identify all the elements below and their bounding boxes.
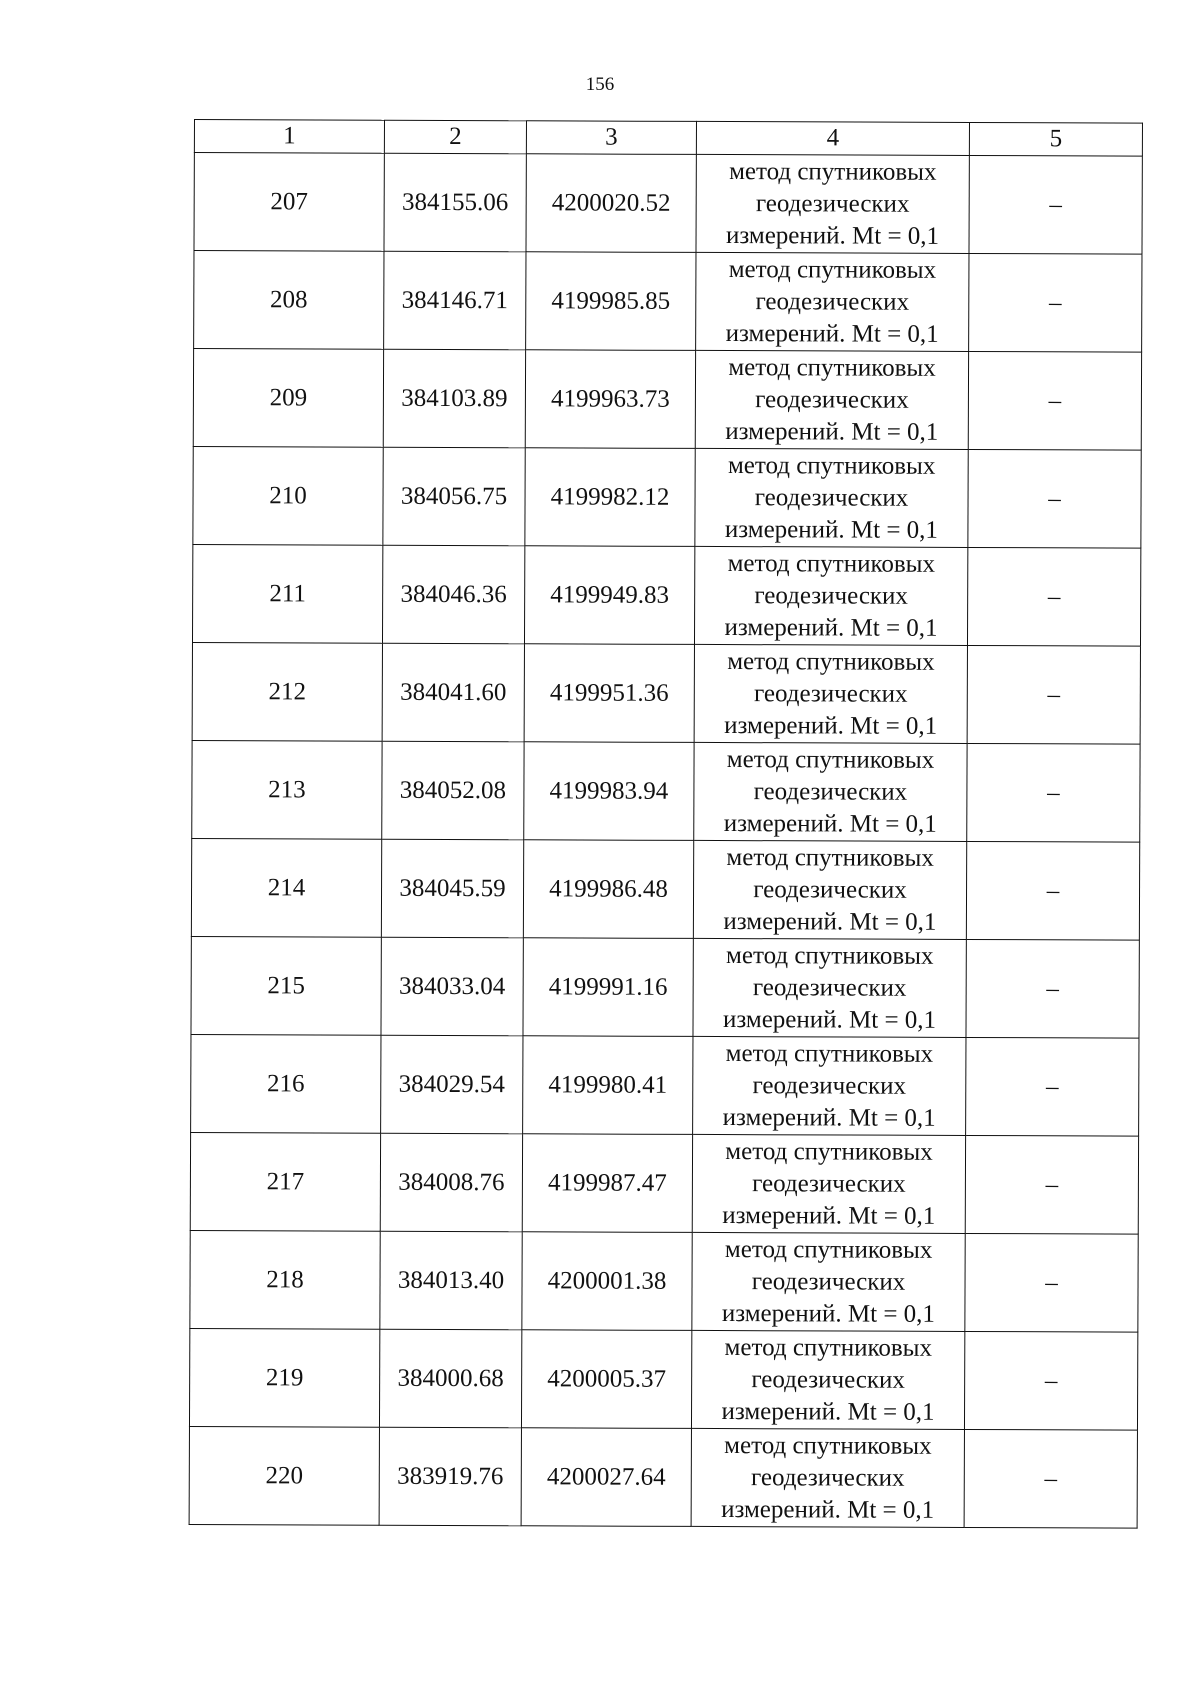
point-number-cell: 213	[192, 740, 382, 839]
page-number: 156	[585, 74, 615, 95]
table-row	[191, 936, 1139, 1038]
table-row	[190, 1230, 1138, 1332]
method-line: измерений. Mt = 0,1	[724, 515, 939, 544]
table-row	[192, 544, 1140, 646]
method-line: метод спутниковых	[724, 1431, 932, 1460]
x-coordinate-cell: 384045.59	[381, 839, 523, 938]
method-line: геодезических	[752, 1071, 907, 1100]
note-cell: –	[969, 253, 1142, 352]
method-line: измерений. Mt = 0,1	[721, 1495, 935, 1524]
method-line: метод спутниковых	[728, 255, 937, 284]
method-line: метод спутниковых	[728, 353, 936, 382]
point-number-cell: 214	[191, 838, 381, 937]
method-line: геодезических	[753, 875, 907, 904]
y-coordinate-cell: 4199985.85	[526, 252, 696, 351]
note-cell: –	[964, 1331, 1137, 1430]
point-number-cell: 220	[189, 1426, 379, 1525]
note-cell: –	[969, 155, 1142, 254]
y-coordinate-cell: 4200001.38	[522, 1232, 692, 1331]
header-col-4: 4	[696, 121, 969, 155]
point-number-cell: 211	[192, 544, 382, 643]
method-line: метод спутниковых	[724, 1235, 933, 1264]
header-col-5: 5	[969, 122, 1142, 156]
point-number-cell: 207	[194, 153, 384, 252]
method-line: метод спутниковых	[726, 745, 935, 774]
method-line: измерений. Mt = 0,1	[725, 319, 939, 348]
note-cell: –	[967, 547, 1140, 646]
method-cell	[693, 938, 966, 1037]
method-line: геодезических	[754, 483, 909, 512]
point-number-cell: 215	[191, 936, 381, 1035]
method-line: геодезических	[755, 287, 910, 316]
x-coordinate-cell: 383919.76	[379, 1427, 521, 1526]
coordinates-table	[189, 119, 1143, 1529]
method-line: метод спутниковых	[727, 451, 936, 480]
point-number-cell: 216	[191, 1034, 381, 1133]
method-line: измерений. Mt = 0,1	[723, 809, 937, 838]
method-cell	[692, 1134, 965, 1233]
y-coordinate-cell: 4199951.36	[524, 644, 694, 743]
method-line: метод спутниковых	[725, 1137, 933, 1166]
x-coordinate-cell: 384046.36	[382, 545, 524, 644]
note-cell: –	[965, 1233, 1138, 1332]
method-line: измерений. Mt = 0,1	[722, 1201, 936, 1230]
method-cell	[694, 644, 967, 743]
method-line: геодезических	[753, 679, 908, 708]
x-coordinate-cell: 384013.40	[380, 1231, 522, 1330]
method-line: измерений. Mt = 0,1	[723, 907, 937, 936]
note-cell: –	[966, 1037, 1139, 1136]
y-coordinate-cell: 4199982.12	[525, 448, 695, 547]
method-line: геодезических	[752, 1169, 906, 1198]
table-row	[193, 446, 1141, 548]
point-number-cell: 212	[192, 642, 382, 741]
method-line: геодезических	[755, 385, 909, 414]
method-cell	[695, 448, 968, 547]
table-header	[194, 120, 1142, 157]
x-coordinate-cell: 384000.68	[379, 1329, 521, 1428]
header-row	[194, 120, 1142, 157]
method-cell	[694, 546, 967, 645]
table-row	[189, 1426, 1137, 1528]
x-coordinate-cell: 384008.76	[380, 1133, 522, 1232]
y-coordinate-cell: 4199949.83	[524, 546, 694, 645]
header-col-1: 1	[194, 120, 384, 154]
y-coordinate-cell: 4199991.16	[523, 938, 693, 1037]
x-coordinate-cell: 384103.89	[383, 349, 525, 448]
point-number-cell: 209	[193, 349, 383, 448]
note-cell: –	[967, 743, 1140, 842]
header-col-3: 3	[526, 121, 696, 155]
method-line: измерений. Mt = 0,1	[721, 1299, 936, 1328]
y-coordinate-cell: 4200020.52	[526, 154, 696, 253]
table-row	[191, 1034, 1139, 1136]
y-coordinate-cell: 4199980.41	[523, 1036, 693, 1135]
point-number-cell: 210	[193, 446, 383, 545]
method-line: геодезических	[754, 581, 909, 610]
point-number-cell: 218	[190, 1230, 380, 1329]
method-line: измерений. Mt = 0,1	[722, 1005, 937, 1034]
y-coordinate-cell: 4199986.48	[523, 840, 693, 939]
method-line: метод спутниковых	[727, 549, 936, 578]
table-row	[194, 251, 1142, 353]
method-line: измерений. Mt = 0,1	[724, 613, 938, 642]
method-line: измерений. Mt = 0,1	[721, 1397, 935, 1426]
y-coordinate-cell: 4199987.47	[522, 1134, 692, 1233]
method-line: геодезических	[750, 1463, 905, 1492]
note-cell: –	[965, 1135, 1138, 1234]
table-row	[193, 349, 1141, 451]
table-row	[189, 1328, 1137, 1430]
method-cell	[693, 1036, 966, 1135]
method-cell	[692, 1232, 965, 1331]
method-cell	[695, 350, 968, 449]
note-cell: –	[966, 841, 1139, 940]
x-coordinate-cell: 384052.08	[382, 741, 524, 840]
note-cell: –	[964, 1429, 1137, 1528]
method-line: измерений. Mt = 0,1	[725, 221, 940, 250]
y-coordinate-cell: 4200005.37	[521, 1330, 691, 1429]
y-coordinate-cell: 4199963.73	[525, 350, 695, 449]
y-coordinate-cell: 4200027.64	[521, 1428, 691, 1527]
table-row	[190, 1132, 1138, 1234]
x-coordinate-cell: 384056.75	[383, 447, 525, 546]
point-number-cell: 208	[194, 251, 384, 350]
method-line: метод спутниковых	[729, 157, 937, 186]
method-line: измерений. Mt = 0,1	[725, 417, 939, 446]
method-line: измерений. Mt = 0,1	[722, 1103, 936, 1132]
method-cell	[691, 1428, 964, 1527]
y-coordinate-cell: 4199983.94	[524, 742, 694, 841]
method-line: метод спутниковых	[724, 1333, 933, 1362]
method-cell	[694, 742, 967, 841]
x-coordinate-cell: 384155.06	[384, 153, 526, 252]
table-row	[192, 740, 1140, 842]
header-col-2: 2	[384, 120, 526, 154]
method-line: метод спутниковых	[726, 941, 934, 970]
note-cell: –	[968, 449, 1141, 548]
method-cell	[696, 154, 969, 253]
method-cell	[693, 840, 966, 939]
method-line: геодезических	[753, 777, 908, 806]
point-number-cell: 219	[189, 1328, 379, 1427]
method-line: геодезических	[751, 1365, 906, 1394]
method-cell	[696, 252, 969, 351]
table-row	[194, 153, 1142, 255]
table-row	[191, 838, 1139, 940]
note-cell: –	[968, 351, 1141, 450]
method-line: геодезических	[752, 973, 907, 1002]
method-cell	[691, 1330, 964, 1429]
x-coordinate-cell: 384146.71	[384, 251, 526, 350]
table-body	[189, 153, 1142, 1529]
method-line: измерений. Mt = 0,1	[724, 711, 938, 740]
point-number-cell: 217	[190, 1132, 380, 1231]
method-line: геодезических	[755, 189, 910, 218]
note-cell: –	[966, 939, 1139, 1038]
x-coordinate-cell: 384033.04	[381, 937, 523, 1036]
method-line: геодезических	[751, 1267, 906, 1296]
note-cell: –	[967, 645, 1140, 744]
method-line: метод спутниковых	[727, 647, 935, 676]
x-coordinate-cell: 384029.54	[381, 1035, 523, 1134]
method-line: метод спутниковых	[725, 1039, 934, 1068]
method-line: метод спутниковых	[726, 843, 934, 872]
x-coordinate-cell: 384041.60	[382, 643, 524, 742]
table-row	[192, 642, 1140, 744]
